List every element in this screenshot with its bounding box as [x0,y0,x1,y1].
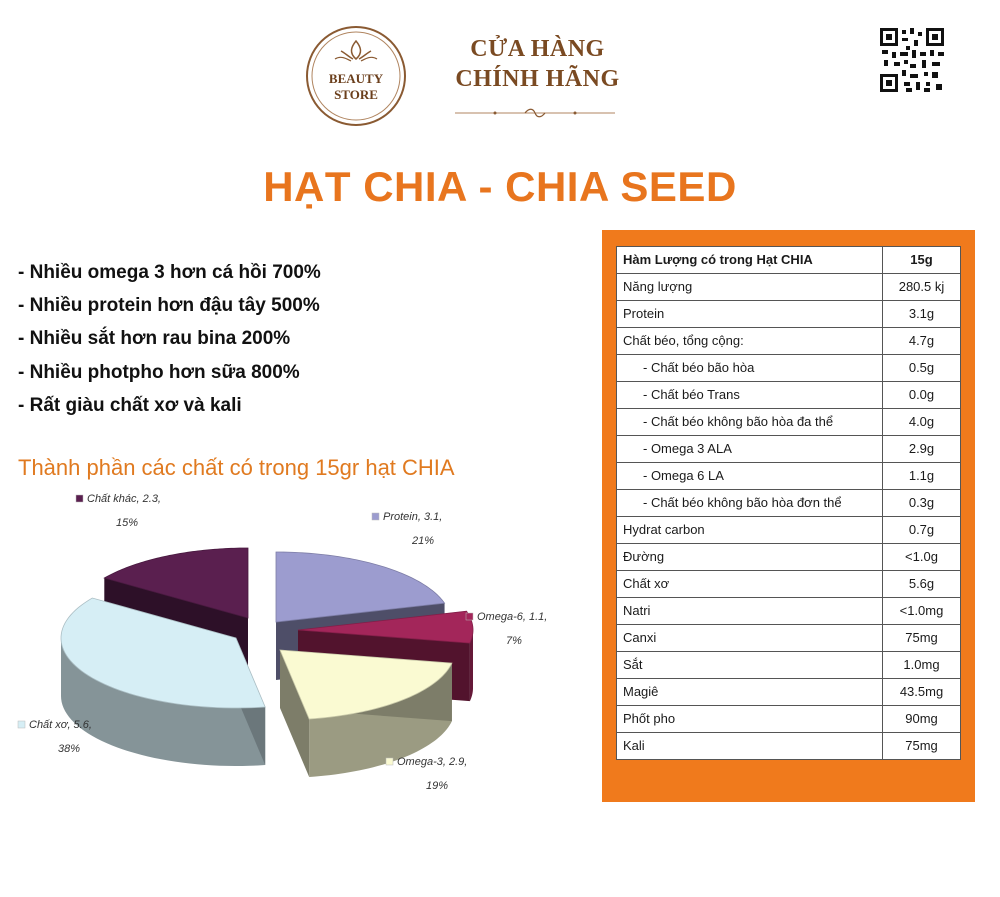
table-row [617,679,961,706]
pie-percent-label: 38% [58,743,81,755]
pie-data-label: Omega-3, 2.9, [397,756,468,768]
table-row [617,463,961,490]
table-row [617,409,961,436]
page-title: HẠT CHIA - CHIA SEED [263,163,737,210]
table-row [617,382,961,409]
nutrient-value: 2.9g [883,436,961,463]
table-row [617,544,961,571]
nutrient-name: - Chất béo không bão hòa đơn thể [617,490,883,517]
table-row [617,652,961,679]
nutrient-name: - Omega 3 ALA [617,436,883,463]
legend-swatch [76,495,83,502]
table-row [617,274,961,301]
nutrient-value: <1.0g [883,544,961,571]
nutrient-name: - Chất béo bão hòa [617,355,883,382]
table-row [617,733,961,760]
table-row [617,436,961,463]
pie-chart [0,490,600,820]
logo-line1: BEAUTY [328,71,384,86]
nutrient-name: Chất béo, tổng cộng: [617,328,883,355]
legend-swatch [386,758,393,765]
pie-percent-label: 15% [116,517,139,529]
nutrient-name: Canxi [617,625,883,652]
qr-code [880,28,944,92]
nutrient-value: 1.0mg [883,652,961,679]
store-name-line1: CỬA HÀNG [470,36,605,62]
nutrient-name: Chất xơ [617,571,883,598]
table-row [617,355,961,382]
nutrient-name: Sắt [617,652,883,679]
legend-swatch [18,721,25,728]
nutrient-value: 4.7g [883,328,961,355]
nutrient-value: 3.1g [883,301,961,328]
nutrient-value: 0.3g [883,490,961,517]
nutrient-value: 0.7g [883,517,961,544]
nutrition-table [616,246,961,760]
bullet-item: - Nhiều photpho hơn sữa 800% [18,362,300,383]
nutrient-name: Natri [617,598,883,625]
pie-percent-label: 21% [412,535,435,547]
legend-swatch [466,613,473,620]
pie-data-label: Omega-6, 1.1, [477,611,548,623]
nutrient-value: 0.0g [883,382,961,409]
legend-swatch [372,513,379,520]
table-header-row [617,247,961,274]
chart-heading: Thành phần các chất có trong 15gr hạt CHIA [18,455,455,480]
table-row [617,598,961,625]
nutrient-value: 90mg [883,706,961,733]
nutrient-name: - Chất béo Trans [617,382,883,409]
pie-percent-label: 7% [506,635,522,647]
nutrient-value: <1.0mg [883,598,961,625]
nutrient-value: 75mg [883,733,961,760]
store-name-line2: CHÍNH HÃNG [455,66,620,92]
nutrient-name: Protein [617,301,883,328]
nutrient-value: 4.0g [883,409,961,436]
nutrient-value: 0.5g [883,355,961,382]
nutrient-name: - Chất béo không bão hòa đa thể [617,409,883,436]
nutrient-value: 5.6g [883,571,961,598]
table-row [617,328,961,355]
pie-data-label: Chất xơ, 5.6, [29,719,92,731]
nutrient-name: Magiê [617,679,883,706]
nutrient-name: Kali [617,733,883,760]
nutrient-value: 75mg [883,625,961,652]
pie-data-label: Protein, 3.1, [383,511,443,523]
nutrient-value: 1.1g [883,463,961,490]
table-row [617,625,961,652]
nutrient-name: - Omega 6 LA [617,463,883,490]
pie-data-label: Chất khác, 2.3, [87,493,161,505]
table-row [617,571,961,598]
nutrient-value: 43.5mg [883,679,961,706]
bullet-item: - Nhiều protein hơn đậu tây 500% [18,295,320,316]
decorative-divider [455,107,615,119]
table-row [617,490,961,517]
nutrient-value: 280.5 kj [883,274,961,301]
bullet-item: - Nhiều omega 3 hơn cá hồi 700% [18,262,321,283]
nutrition-table-frame [602,230,975,802]
table-row [617,301,961,328]
nutrient-name: Phốt pho [617,706,883,733]
table-row [617,517,961,544]
beauty-store-logo [305,25,407,127]
table-row [617,706,961,733]
bullet-item: - Nhiều sắt hơn rau bina 200% [18,328,291,349]
nutrient-name: Đường [617,544,883,571]
logo-line2: STORE [334,87,378,102]
nutrient-name: Năng lượng [617,274,883,301]
bullet-item: - Rất giàu chất xơ và kali [18,395,242,416]
table-header-value: 15g [883,247,961,274]
nutrient-name: Hydrat carbon [617,517,883,544]
pie-percent-label: 19% [426,780,449,792]
table-header-name: Hàm Lượng có trong Hạt CHIA [617,247,883,274]
